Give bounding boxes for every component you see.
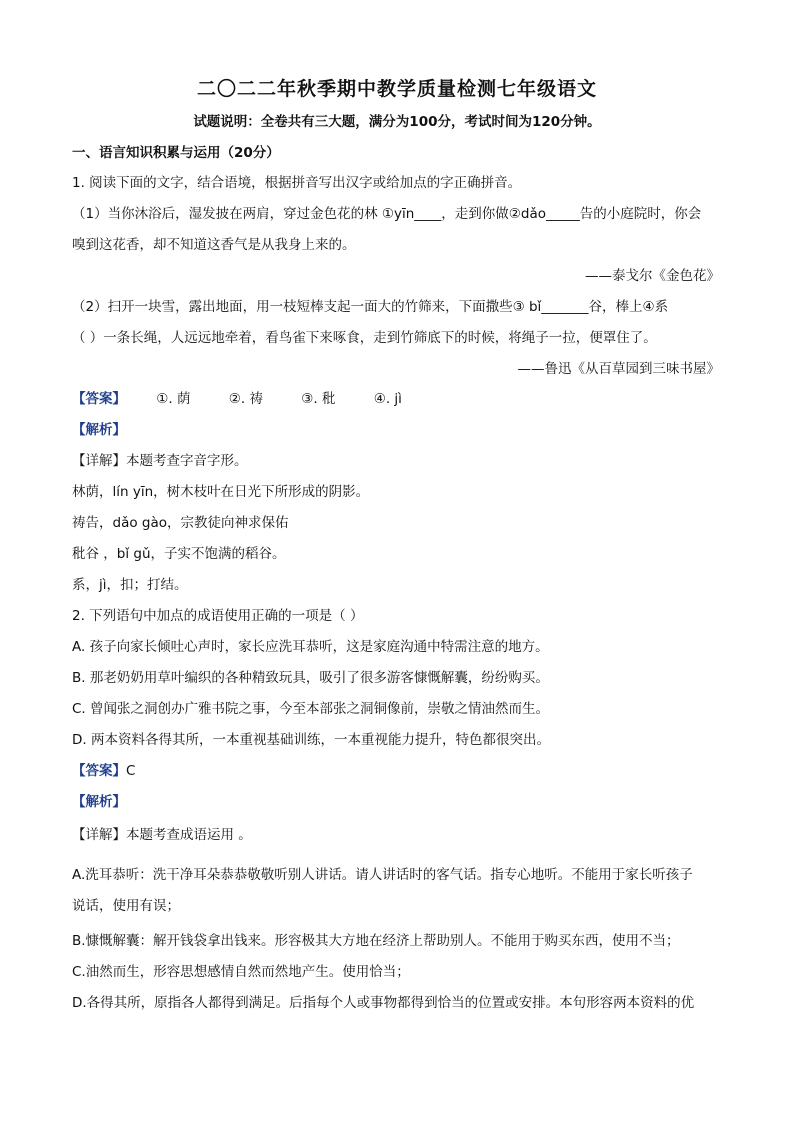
explanation-line: 林荫，lín yīn，树木枝叶在日光下所形成的阴影。 (72, 484, 370, 500)
question-1-passage-2-line-2: （ ）一条长绳，人远远地牵着，看鸟雀下来啄食，走到竹筛底下的时候，将绳子一拉，便罩住了。 (72, 330, 657, 346)
answer-item: ②. 祷 (228, 391, 263, 407)
option-a: A. 孩子向家长倾吐心声时，家长应洗耳恭听，这是家庭沟通中特需注意的地方。 (72, 639, 549, 655)
detail-heading: 【详解】本题考查字音字形。 (72, 453, 248, 469)
exam-instructions: 试题说明：全卷共有三大题，满分为100分，考试时间为120分钟。 (193, 114, 601, 130)
answer-label: 【答案】 (72, 763, 126, 779)
explanation-line: 秕谷 ，bǐ gǔ，子实不饱满的稻谷。 (72, 546, 286, 562)
answer-item: ③. 秕 (301, 391, 336, 407)
option-b: B. 那老奶奶用草叶编织的各种精致玩具，吸引了很多游客慷慨解囊，纷纷购买。 (72, 670, 549, 686)
explanation-line: B.慷慨解囊：解开钱袋拿出钱来。形容极其大方地在经济上帮助别人。不能用于购买东西，使用不当； (72, 933, 680, 949)
answer-item: ①. 荫 (156, 391, 191, 407)
page-title: 二〇二二年秋季期中教学质量检测七年级语文 (196, 78, 597, 100)
explanation-line: 系，jì，扣；打结。 (72, 577, 188, 593)
question-1-stem: 1. 阅读下面的文字，结合语境，根据拼音写出汉字或给加点的字正确拼音。 (72, 175, 522, 191)
answer-label: 【答案】 (72, 391, 126, 407)
question-2-stem: 2. 下列语句中加点的成语使用正确的一项是（ ） (72, 608, 364, 624)
explanation-line: 祷告，dǎo gào，宗教徒向神求保佑 (72, 515, 289, 531)
option-d: D. 两本资料各得其所，一本重视基础训练，一本重视能力提升，特色都很突出。 (72, 732, 550, 748)
question-2-answer-row (72, 762, 135, 780)
analysis-label: 【解析】 (72, 794, 126, 810)
answer-value: C (126, 763, 136, 779)
explanation-line: A.洗耳恭听：洗干净耳朵恭恭敬敬听别人讲话。请人讲话时的客气话。指专心地听。不能用于家长听孩子 (72, 867, 693, 883)
analysis-label: 【解析】 (72, 422, 126, 438)
question-1-passage-2-source: ——鲁迅《从百草园到三味书屋》 (517, 361, 720, 377)
explanation-line: 说话，使用有误； (72, 898, 180, 914)
answer-item: ④. jì (373, 391, 402, 407)
detail-heading: 【详解】本题考查成语运用 。 (72, 827, 252, 843)
question-1-passage-1-line-1: （1）当你沐浴后，湿发披在两肩，穿过金色花的林 ①yīn____，走到你做②dǎo_____告的小庭院时，你会 (72, 206, 702, 222)
question-1-answer-row (72, 390, 402, 408)
explanation-line: D.各得其所，原指各人都得到满足。后指每个人或事物都得到恰当的位置或安排。本句形容两本资料的优 (72, 995, 695, 1011)
option-c: C. 曾闻张之洞创办广雅书院之事，今至本部张之洞铜像前，崇敬之情油然而生。 (72, 701, 550, 717)
question-1-passage-1-line-2: 嗅到这花香，却不知道这香气是从我身上来的。 (72, 237, 356, 253)
question-1-passage-2-line-1: （2）扫开一块雪，露出地面，用一枝短棒支起一面大的竹筛来，下面撒些③ bǐ_______谷，棒上④系 (72, 299, 669, 315)
question-1-passage-1-source: ——泰戈尔《金色花》 (585, 268, 720, 284)
section-heading: 一、语言知识积累与运用（20分） (72, 145, 280, 161)
explanation-line: C.油然而生，形容思想感情自然而然地产生。使用恰当； (72, 964, 410, 980)
